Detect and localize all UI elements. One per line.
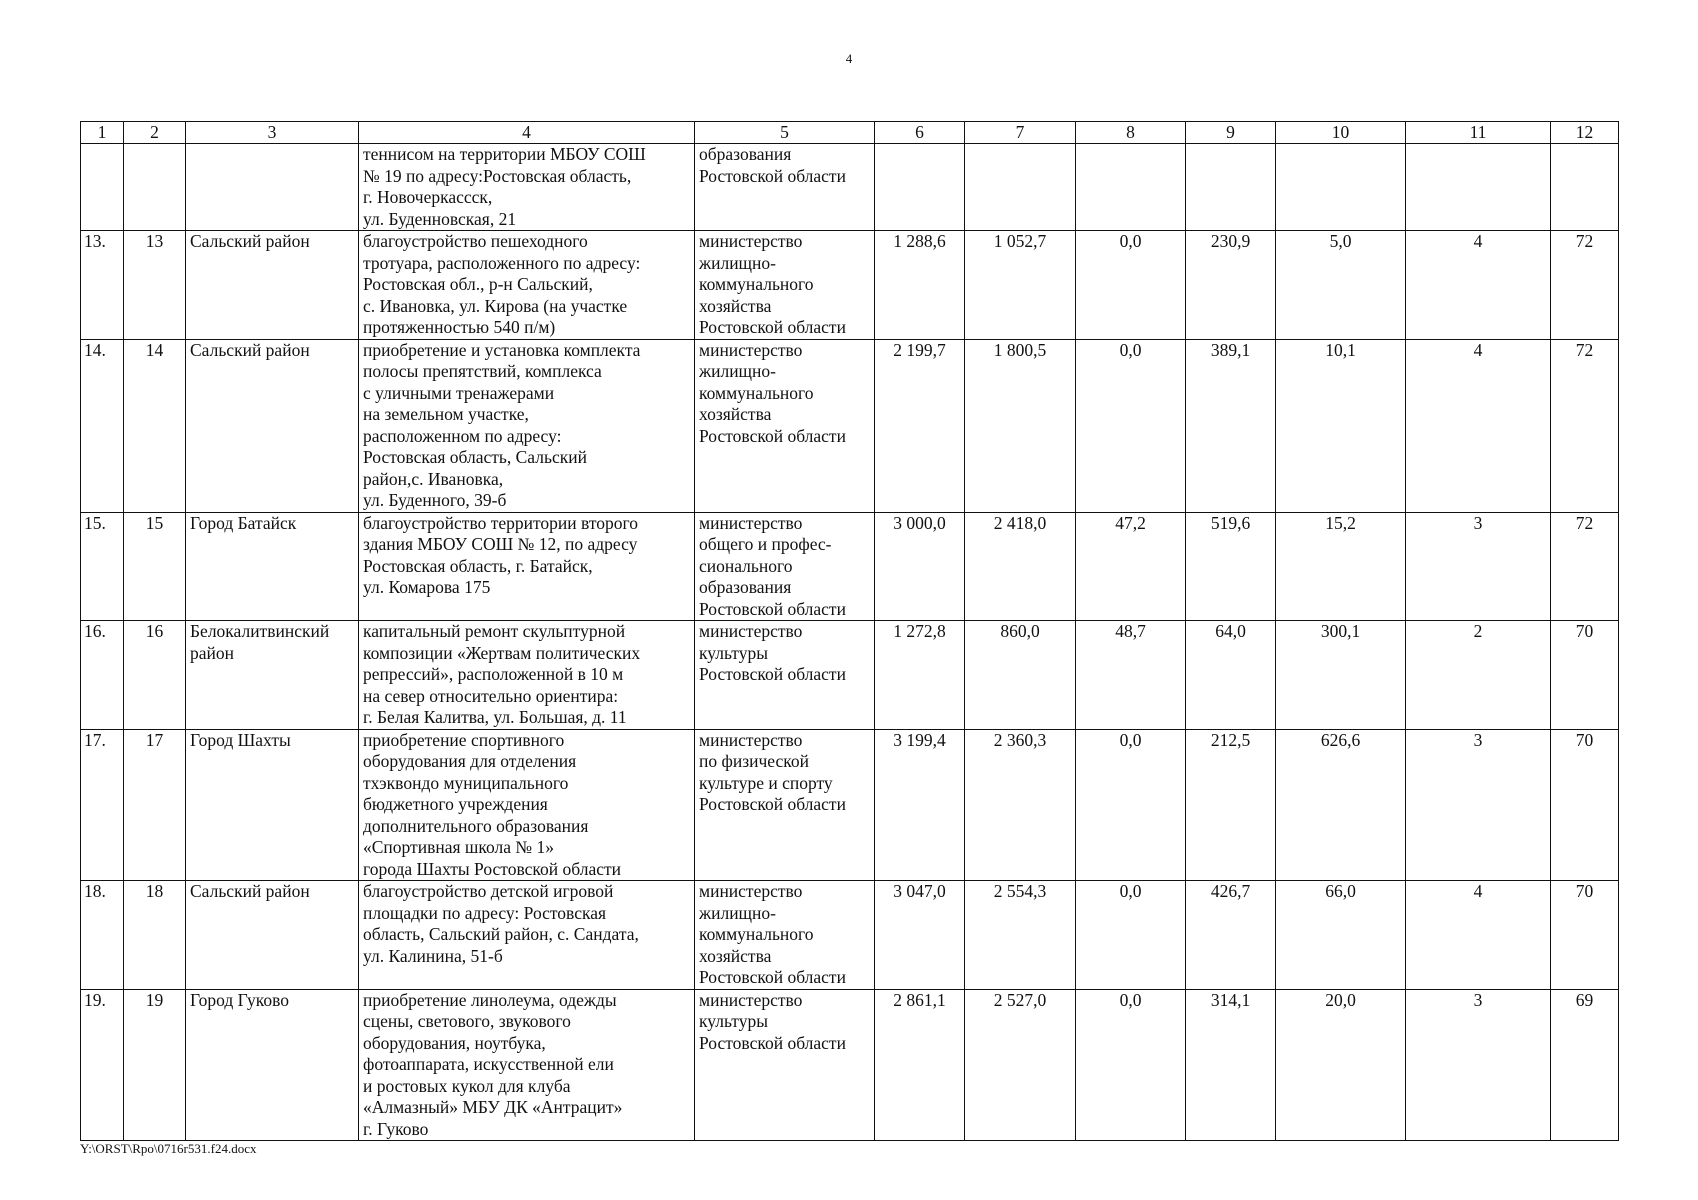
row-number-cell: 16. (81, 621, 124, 730)
municipality-cell: Белокалитвинский район (186, 621, 359, 730)
item-number-cell: 16 (124, 621, 186, 730)
object-description-cell: приобретение линолеума, одежды сцены, светового, звукового оборудования, ноутбука, фотоаппарата, искусственной ели и ростовых кукол для клуба «Алмазный» МБУ ДК «Антрацит» г. Гуково (359, 989, 695, 1141)
value-cell (1276, 144, 1406, 231)
table-row (81, 339, 1619, 512)
item-number-cell: 17 (124, 729, 186, 881)
value-cell: 230,9 (1186, 231, 1276, 340)
item-number-cell: 19 (124, 989, 186, 1141)
value-cell: 2 418,0 (965, 512, 1076, 621)
value-cell: 5,0 (1276, 231, 1406, 340)
ministry-cell: министерство жилищно- коммунального хозяйства Ростовской области (695, 881, 875, 990)
value-cell: 0,0 (1076, 231, 1186, 340)
value-cell: 519,6 (1186, 512, 1276, 621)
value-cell: 3 000,0 (875, 512, 965, 621)
value-cell: 314,1 (1186, 989, 1276, 1141)
item-number-cell: 18 (124, 881, 186, 990)
value-cell (1076, 144, 1186, 231)
ministry-cell: образования Ростовской области (695, 144, 875, 231)
item-number-cell (124, 144, 186, 231)
value-cell: 64,0 (1186, 621, 1276, 730)
item-number-cell: 13 (124, 231, 186, 340)
table-body (81, 144, 1619, 1141)
value-cell: 0,0 (1076, 989, 1186, 1141)
column-header: 11 (1406, 122, 1551, 144)
value-cell: 3 047,0 (875, 881, 965, 990)
row-number-cell: 13. (81, 231, 124, 340)
table-row (81, 729, 1619, 881)
table-row (81, 231, 1619, 340)
row-number-cell: 17. (81, 729, 124, 881)
value-cell: 3 (1406, 512, 1551, 621)
item-number-cell: 15 (124, 512, 186, 621)
ministry-cell: министерство общего и профес- сионального образования Ростовской области (695, 512, 875, 621)
municipality-cell: Сальский район (186, 231, 359, 340)
value-cell: 389,1 (1186, 339, 1276, 512)
item-number-cell: 14 (124, 339, 186, 512)
value-cell: 4 (1406, 881, 1551, 990)
ministry-cell: министерство культуры Ростовской области (695, 989, 875, 1141)
value-cell (965, 144, 1076, 231)
value-cell: 1 288,6 (875, 231, 965, 340)
value-cell: 0,0 (1076, 339, 1186, 512)
value-cell: 2 861,1 (875, 989, 965, 1141)
object-description-cell: капитальный ремонт скульптурной композиции «Жертвам политических репрессий», расположенной в 10 м на север относительно ориентира: г. Белая Калитва, ул. Большая, д. 11 (359, 621, 695, 730)
value-cell: 48,7 (1076, 621, 1186, 730)
value-cell (875, 144, 965, 231)
object-description-cell: благоустройство детской игровой площадки по адресу: Ростовская область, Сальский район, с. Сандата, ул. Калинина, 51-б (359, 881, 695, 990)
value-cell: 1 052,7 (965, 231, 1076, 340)
ministry-cell: министерство жилищно- коммунального хозяйства Ростовской области (695, 231, 875, 340)
value-cell: 47,2 (1076, 512, 1186, 621)
value-cell (1406, 144, 1551, 231)
value-cell: 0,0 (1076, 729, 1186, 881)
value-cell: 212,5 (1186, 729, 1276, 881)
column-header: 7 (965, 122, 1076, 144)
row-number-cell (81, 144, 124, 231)
value-cell: 70 (1551, 881, 1619, 990)
value-cell: 70 (1551, 621, 1619, 730)
value-cell: 2 554,3 (965, 881, 1076, 990)
value-cell: 15,2 (1276, 512, 1406, 621)
object-description-cell: приобретение и установка комплекта полосы препятствий, комплекса с уличными тренажерами на земельном участке, расположенном по адресу: Ростовская область, Сальский район,с. Ивановка, ул. Буденного, 39-б (359, 339, 695, 512)
value-cell: 426,7 (1186, 881, 1276, 990)
column-header: 5 (695, 122, 875, 144)
column-header: 3 (186, 122, 359, 144)
ministry-cell: министерство культуры Ростовской области (695, 621, 875, 730)
value-cell: 626,6 (1276, 729, 1406, 881)
value-cell: 70 (1551, 729, 1619, 881)
column-header: 1 (81, 122, 124, 144)
table-row (81, 144, 1619, 231)
column-header: 10 (1276, 122, 1406, 144)
value-cell: 1 272,8 (875, 621, 965, 730)
table-row (81, 512, 1619, 621)
column-header: 9 (1186, 122, 1276, 144)
row-number-cell: 18. (81, 881, 124, 990)
column-header: 6 (875, 122, 965, 144)
column-header: 12 (1551, 122, 1619, 144)
value-cell: 4 (1406, 231, 1551, 340)
page-number: 4 (845, 51, 853, 66)
value-cell: 2 360,3 (965, 729, 1076, 881)
object-description-cell: теннисом на территории МБОУ СОШ № 19 по адресу:Ростовская область, г. Новочеркассск, ул. Буденновская, 21 (359, 144, 695, 231)
ministry-cell: министерство жилищно- коммунального хозяйства Ростовской области (695, 339, 875, 512)
value-cell: 3 (1406, 989, 1551, 1141)
table-row (81, 881, 1619, 990)
value-cell: 72 (1551, 231, 1619, 340)
table-header-row (81, 122, 1619, 144)
value-cell: 4 (1406, 339, 1551, 512)
municipality-cell: Сальский район (186, 339, 359, 512)
table-row (81, 989, 1619, 1141)
object-description-cell: приобретение спортивного оборудования для отделения тхэквондо муниципального бюджетного учреждения дополнительного образования «Спортивная школа № 1» города Шахты Ростовской области (359, 729, 695, 881)
file-path: Y:\ORST\Rpo\0716r531.f24.docx (80, 1141, 257, 1156)
column-header: 4 (359, 122, 695, 144)
object-description-cell: благоустройство территории второго здания МБОУ СОШ № 12, по адресу Ростовская область, г. Батайск, ул. Комарова 175 (359, 512, 695, 621)
municipality-cell: Сальский район (186, 881, 359, 990)
row-number-cell: 19. (81, 989, 124, 1141)
table-row (81, 621, 1619, 730)
value-cell: 3 199,4 (875, 729, 965, 881)
value-cell (1551, 144, 1619, 231)
municipality-cell (186, 144, 359, 231)
row-number-cell: 15. (81, 512, 124, 621)
value-cell: 2 199,7 (875, 339, 965, 512)
value-cell: 1 800,5 (965, 339, 1076, 512)
value-cell: 860,0 (965, 621, 1076, 730)
value-cell: 3 (1406, 729, 1551, 881)
value-cell: 20,0 (1276, 989, 1406, 1141)
value-cell: 66,0 (1276, 881, 1406, 990)
value-cell: 2 (1406, 621, 1551, 730)
value-cell: 72 (1551, 339, 1619, 512)
municipality-cell: Город Шахты (186, 729, 359, 881)
column-header: 8 (1076, 122, 1186, 144)
value-cell (1186, 144, 1276, 231)
row-number-cell: 14. (81, 339, 124, 512)
value-cell: 2 527,0 (965, 989, 1076, 1141)
municipality-cell: Город Батайск (186, 512, 359, 621)
column-header: 2 (124, 122, 186, 144)
object-description-cell: благоустройство пешеходного тротуара, расположенного по адресу: Ростовская обл., р-н Сальский, с. Ивановка, ул. Кирова (на участке протяженностью 540 п/м) (359, 231, 695, 340)
value-cell: 0,0 (1076, 881, 1186, 990)
value-cell: 69 (1551, 989, 1619, 1141)
program-table (80, 121, 1619, 1141)
municipality-cell: Город Гуково (186, 989, 359, 1141)
value-cell: 10,1 (1276, 339, 1406, 512)
value-cell: 300,1 (1276, 621, 1406, 730)
ministry-cell: министерство по физической культуре и спорту Ростовской области (695, 729, 875, 881)
value-cell: 72 (1551, 512, 1619, 621)
